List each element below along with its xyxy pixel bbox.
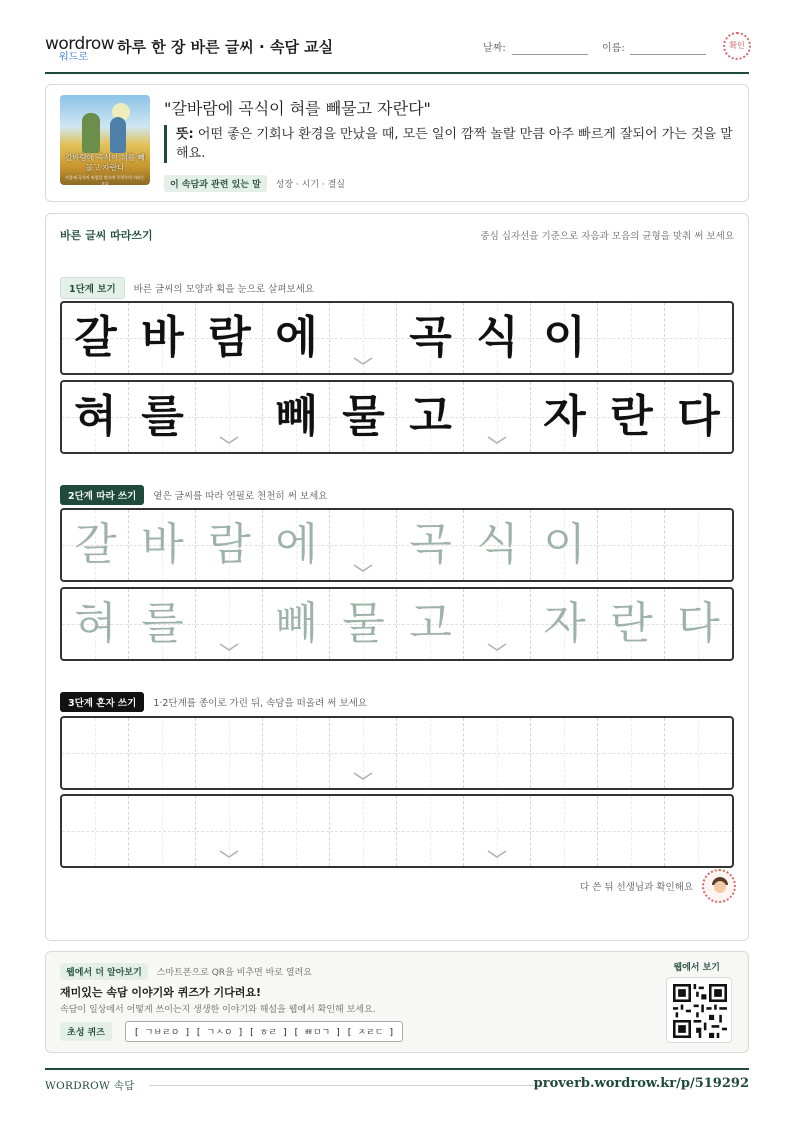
logo-sub: 워드로 [59,52,88,63]
date-label: 날짜: [483,43,506,54]
space-marker-icon [218,434,240,446]
writing-cell[interactable] [464,718,531,788]
space-marker-icon [352,562,374,574]
writing-cell[interactable] [62,718,129,788]
writing-cell[interactable] [196,796,263,866]
writing-glyph: 갈 [74,519,117,570]
writing-cell [531,303,598,373]
name-label: 이름: [602,43,625,54]
farmer-figure [82,113,100,153]
step2-badge: 2단계 따라 쓰기 [60,485,144,505]
writing-cell[interactable] [598,589,665,659]
teacher-face [714,881,726,893]
writing-glyph: 이 [543,312,586,363]
web-more-box [45,951,749,1053]
web-tag-desc: 스마트폰으로 QR을 비추면 바로 열려요 [156,968,312,978]
writing-cell [397,382,464,452]
writing-glyph: 물 [342,391,385,442]
proverb-meaning [164,125,734,163]
footer-divider [149,1085,539,1086]
writing-cell[interactable] [129,589,196,659]
writing-cell[interactable] [263,718,330,788]
step1-badge: 1단계 보기 [60,277,125,299]
step1-desc: 바른 글씨의 모양과 획을 눈으로 살펴보세요 [133,284,314,295]
writing-cell [62,382,129,452]
step2-row1[interactable] [60,508,734,582]
writing-cell[interactable] [665,796,732,866]
writing-cell [598,303,665,373]
writing-glyph: 빼 [275,391,318,442]
space-marker-icon [352,355,374,367]
writing-cell[interactable] [464,796,531,866]
writing-glyph: 곡 [409,312,452,363]
meaning-label: 뜻: [176,127,194,142]
writing-cell [665,382,732,452]
related-words [164,175,345,192]
space-marker-icon [486,641,508,653]
writing-cell [196,303,263,373]
practice-hint: 중심 십자선을 기준으로 자음과 모음의 균형을 맞춰 써 보세요 [480,231,734,242]
step1-row1 [60,301,734,375]
proverb-title: "갈바람에 곡식이 혀를 빼물고 자란다" [164,99,431,118]
step2-desc: 옅은 글씨를 따라 연필로 천천히 써 보세요 [153,491,328,502]
writing-cell[interactable] [330,510,397,580]
writing-cell [330,303,397,373]
writing-cell [263,382,330,452]
writing-glyph: 바 [141,312,184,363]
qr-label: 웹에서 보기 [673,963,720,973]
writing-cell[interactable] [62,510,129,580]
step1-header [60,277,314,299]
writing-cell [330,382,397,452]
writing-cell[interactable] [665,510,732,580]
writing-cell [598,382,665,452]
writing-cell[interactable] [62,796,129,866]
writing-cell [665,303,732,373]
quiz-answer-box[interactable]: [ ㄱㅂㄹㅇ ] [ ㄱㅅㅇ ] [ ㅎㄹ ] [ ㅃㅁㄱ ] [ ㅈㄹㄷ ] [125,1021,403,1042]
writing-glyph: 식 [476,519,519,570]
web-headline: 재미있는 속담 이야기와 퀴즈가 기다려요! [60,986,261,999]
writing-cell[interactable] [531,718,598,788]
practice-title: 바른 글씨 따라쓰기 [60,229,153,242]
writing-glyph: 에 [275,312,318,363]
writing-glyph: 이 [543,519,586,570]
name-field[interactable] [630,54,706,55]
writing-cell [62,303,129,373]
space-marker-icon [352,770,374,782]
writing-glyph: 자 [543,598,586,649]
space-marker-icon [486,434,508,446]
writing-cell[interactable] [263,510,330,580]
web-subtext: 속담이 일상에서 어떻게 쓰이는지 생생한 이야기와 해설을 웹에서 확인해 보세요. [60,1005,376,1015]
writing-cell[interactable] [531,796,598,866]
writing-glyph: 람 [208,312,251,363]
quiz-label: 초성 퀴즈 [60,1022,112,1041]
writing-glyph: 에 [275,519,318,570]
space-marker-icon [218,641,240,653]
check-stamp [723,32,751,60]
step1-row2 [60,380,734,454]
writing-cell [464,382,531,452]
writing-glyph: 식 [476,312,519,363]
writing-cell[interactable] [196,718,263,788]
writing-glyph: 다 [677,598,720,649]
footer-brand: WORDROW 속담 [45,1080,135,1092]
writing-cell[interactable] [397,589,464,659]
qr-code-icon[interactable] [666,977,732,1043]
writing-cell [531,382,598,452]
practice-panel [45,213,749,941]
logo-text: wordrow [45,34,115,54]
writing-glyph: 곡 [409,519,452,570]
writing-glyph: 혀 [74,598,117,649]
web-tagline [60,963,312,980]
writing-cell[interactable] [665,718,732,788]
teacher-stamp-icon [702,869,736,903]
writing-glyph: 고 [409,391,452,442]
writing-cell[interactable] [665,589,732,659]
writing-cell [464,303,531,373]
check-text: 다 쓴 뒤 선생님과 확인해요 [579,882,693,893]
writing-glyph: 를 [141,391,184,442]
writing-cell[interactable] [129,796,196,866]
step2-row2[interactable] [60,587,734,661]
chosung-quiz [60,1021,403,1042]
writing-cell[interactable] [330,718,397,788]
space-marker-icon [218,848,240,860]
writing-cell[interactable] [464,589,531,659]
meaning-text: 어떤 좋은 기회나 환경을 만났을 때, 모든 일이 깜짝 놀랄 만큼 아주 빠르게 잘되어 가는 것을 말해요. [176,127,733,161]
space-marker-icon [486,848,508,860]
writing-glyph: 고 [409,598,452,649]
proverb-card [45,84,749,202]
writing-cell [196,382,263,452]
web-tag: 웹에서 더 알아보기 [60,963,148,980]
writing-cell [129,303,196,373]
writing-glyph: 를 [141,598,184,649]
writing-cell[interactable] [129,718,196,788]
step3-row1[interactable] [60,716,734,790]
writing-glyph: 물 [342,598,385,649]
writing-cell[interactable] [263,589,330,659]
step2-header [60,485,327,505]
writing-cell[interactable] [263,796,330,866]
writing-glyph: 혀 [74,391,117,442]
step3-header [60,692,367,712]
illustration-caption: 가을에 곡식이 바람을 맞으며 무럭무럭 자라는 모습 [65,175,145,185]
stamp-text: 확인 [729,41,745,50]
writing-cell[interactable] [330,796,397,866]
writing-cell[interactable] [598,510,665,580]
page-footer [45,1068,749,1098]
writing-cell[interactable] [330,589,397,659]
illustration-title: 갈바람에 곡식이 혀를 빼물고 자란다 [65,153,145,172]
footer-url-link[interactable]: proverb.wordrow.kr/p/519292 [533,1076,749,1091]
writing-cell[interactable] [62,589,129,659]
writing-cell [263,303,330,373]
writing-glyph: 바 [141,519,184,570]
writing-glyph: 자 [543,391,586,442]
step3-row2[interactable] [60,794,734,868]
related-values: 성장 · 시기 · 결실 [275,180,345,190]
writing-cell[interactable] [397,796,464,866]
step3-badge: 3단계 혼자 쓰기 [60,692,144,712]
writing-cell [397,303,464,373]
related-tag: 이 속담과 관련 있는 말 [164,175,267,192]
page-header [45,30,749,74]
writing-cell [129,382,196,452]
writing-glyph: 빼 [275,598,318,649]
writing-cell[interactable] [598,718,665,788]
proverb-illustration [60,95,150,185]
writing-cell[interactable] [196,589,263,659]
writing-glyph: 람 [208,519,251,570]
writing-cell[interactable] [397,510,464,580]
writing-glyph: 란 [610,598,653,649]
writing-cell[interactable] [464,510,531,580]
qr-code-graphic [673,984,727,1038]
page-title: 하루 한 장 바른 글씨 · 속담 교실 [117,38,334,56]
writing-cell[interactable] [129,510,196,580]
writing-glyph: 란 [610,391,653,442]
writing-cell[interactable] [598,796,665,866]
writing-cell[interactable] [531,510,598,580]
child-figure [110,117,126,153]
writing-glyph: 다 [677,391,720,442]
step3-desc: 1·2단계를 종이로 가린 뒤, 속담을 떠올려 써 보세요 [153,698,367,709]
date-field[interactable] [512,54,588,55]
writing-cell[interactable] [397,718,464,788]
writing-cell[interactable] [531,589,598,659]
writing-glyph: 갈 [74,312,117,363]
writing-cell[interactable] [196,510,263,580]
